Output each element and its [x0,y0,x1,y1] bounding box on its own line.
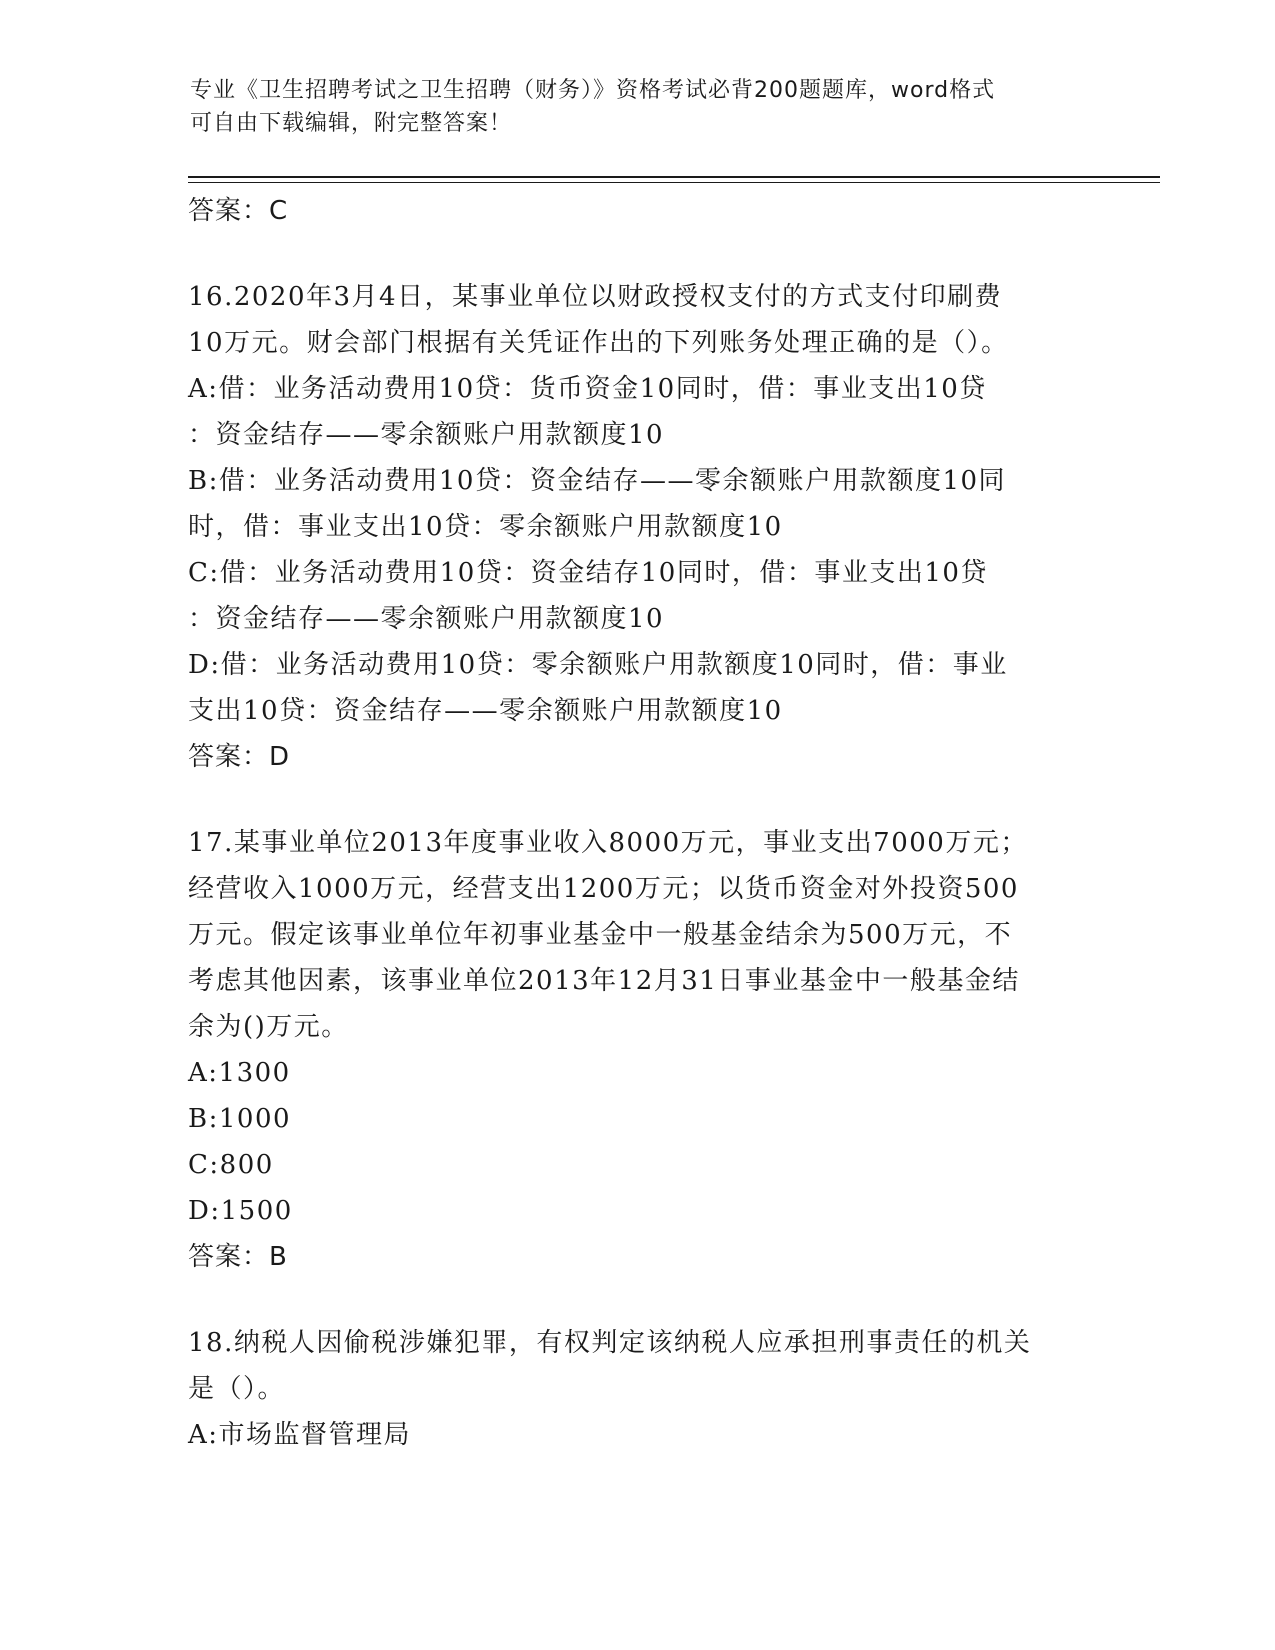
question-line: 10万元。财会部门根据有关凭证作出的下列账务处理正确的是（）。 [188,328,1009,358]
question-17 [188,820,1088,1280]
question-line: 经营收入1000万元，经营支出1200万元；以货币资金对外投资500 [188,874,1019,904]
option-b: B:借：业务活动费用10贷：资金结存——零余额账户用款额度10同 [188,466,1007,496]
option-a-cont: ：资金结存——零余额账户用款额度10 [188,420,665,450]
question-line: 余为()万元。 [188,1012,349,1042]
option-c: C:800 [188,1150,274,1180]
document-header [190,74,1090,140]
question-line: 16.2020年3月4日，某事业单位以财政授权支付的方式支付印刷费 [188,282,1003,312]
header-divider-thin [188,182,1160,183]
question-line: 考虑其他因素，该事业单位2013年12月31日事业基金中一般基金结 [188,966,1020,996]
document-body [188,188,1088,1458]
option-a: A:1300 [188,1058,291,1088]
header-divider-thick [188,176,1160,178]
question-18 [188,1320,1088,1458]
header-line-2: 可自由下载编辑，附完整答案！ [190,111,513,136]
answer: 答案：B [188,1242,288,1272]
option-a: A:市场监督管理局 [188,1420,412,1450]
spacer [188,780,1088,820]
option-c-cont: ：资金结存——零余额账户用款额度10 [188,604,665,634]
question-line: 万元。假定该事业单位年初事业基金中一般基金结余为500万元，不 [188,920,1013,950]
question-line: 18.纳税人因偷税涉嫌犯罪，有权判定该纳税人应承担刑事责任的机关 [188,1328,1032,1358]
option-d-cont: 支出10贷：资金结存——零余额账户用款额度10 [188,696,783,726]
option-a: A:借：业务活动费用10贷：货币资金10同时，借：事业支出10贷 [188,374,987,404]
question-line: 17.某事业单位2013年度事业收入8000万元，事业支出7000万元； [188,828,1028,858]
option-b-cont: 时，借：事业支出10贷：零余额账户用款额度10 [188,512,783,542]
option-d: D:1500 [188,1196,293,1226]
option-b: B:1000 [188,1104,292,1134]
header-line-1: 专业《卫生招聘考试之卫生招聘（财务）》资格考试必背200题题库，word格式 [190,78,996,103]
spacer [188,234,1088,274]
option-d: D:借：业务活动费用10贷：零余额账户用款额度10同时，借：事业 [188,650,1008,680]
answer: 答案：D [188,742,291,772]
question-16 [188,274,1088,780]
previous-answer: 答案：C [188,196,289,226]
option-c: C:借：业务活动费用10贷：资金结存10同时，借：事业支出10贷 [188,558,988,588]
question-line: 是（）。 [188,1374,286,1404]
spacer [188,1280,1088,1320]
